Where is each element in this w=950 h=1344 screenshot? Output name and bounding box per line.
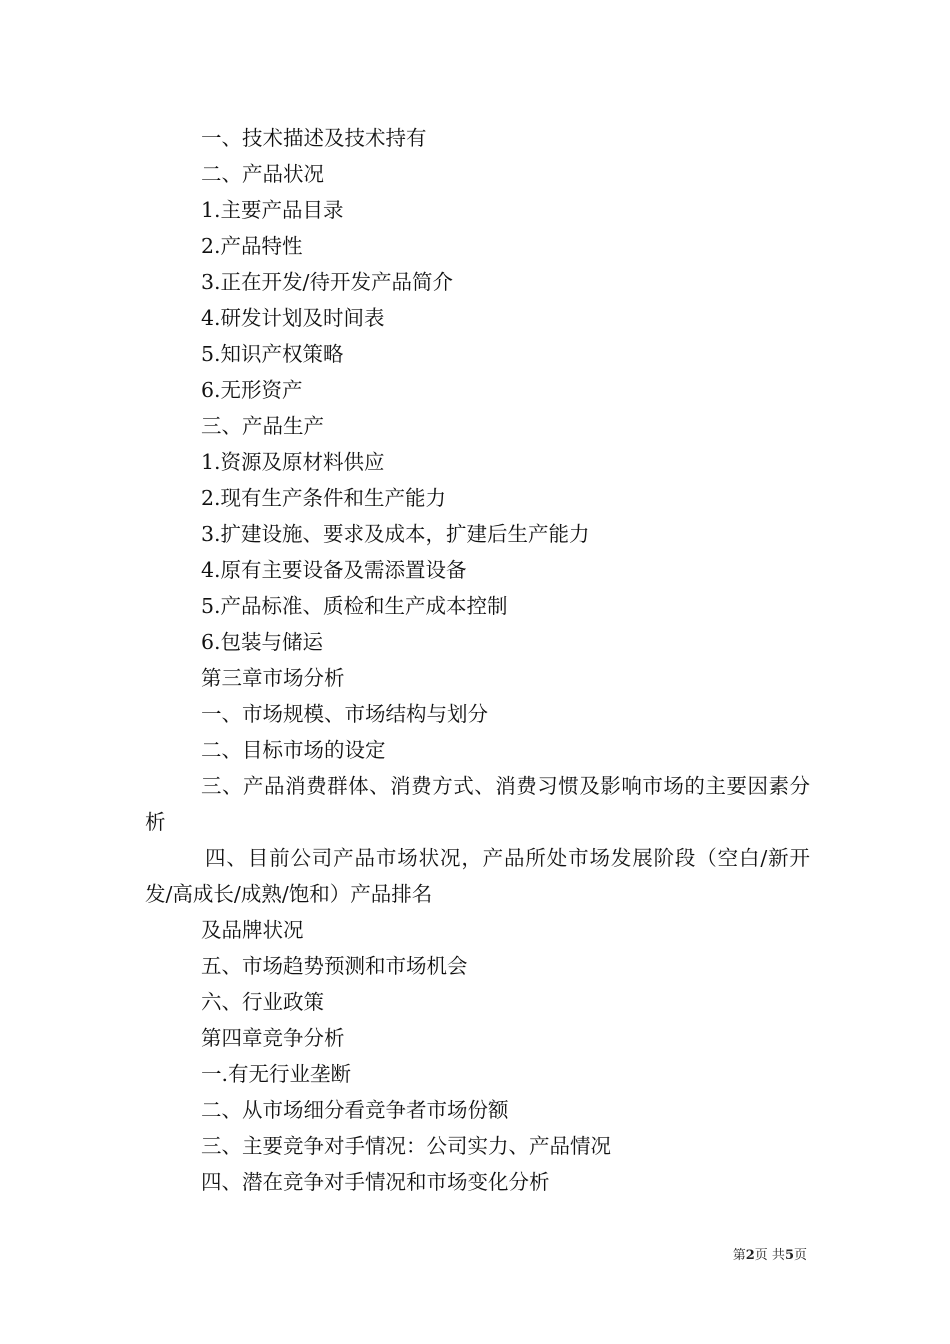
outline-line: 4.原有主要设备及需添置设备 xyxy=(201,558,467,582)
outline-line: 1.主要产品目录 xyxy=(201,198,344,222)
outline-line: 四、潜在竞争对手情况和市场变化分析 xyxy=(201,1170,550,1194)
outline-line: 1.资源及原材料供应 xyxy=(201,450,385,474)
outline-line: 一.有无行业垄断 xyxy=(201,1062,352,1086)
outline-line: 6.包装与储运 xyxy=(201,630,324,654)
paragraph-consumer-analysis: 三、产品消费群体、消费方式、消费习惯及影响市场的主要因素分析 xyxy=(145,774,810,834)
outline-line: 及品牌状况 xyxy=(201,918,304,942)
paragraph-market-status: 四、目前公司产品市场状况，产品所处市场发展阶段（空白/新开发/高成长/成熟/饱和）产品排名 xyxy=(145,846,810,906)
outline-line: 三、主要竞争对手情况：公司实力、产品情况 xyxy=(201,1134,611,1158)
chapter-heading: 第三章市场分析 xyxy=(201,666,345,690)
outline-line: 一、技术描述及技术持有 xyxy=(201,126,427,150)
outline-line: 2.产品特性 xyxy=(201,234,303,258)
outline-line: 二、目标市场的设定 xyxy=(201,738,386,762)
document-body xyxy=(145,120,810,1200)
footer-suffix: 页 xyxy=(793,1248,807,1263)
outline-line: 3.正在开发/待开发产品简介 xyxy=(201,270,453,294)
outline-line: 5.产品标准、质检和生产成本控制 xyxy=(201,594,508,618)
outline-line: 6.无形资产 xyxy=(201,378,303,402)
outline-line: 五、市场趋势预测和市场机会 xyxy=(201,954,468,978)
outline-line: 三、产品生产 xyxy=(201,414,324,438)
outline-line: 六、行业政策 xyxy=(201,990,324,1014)
page-number-footer xyxy=(733,1244,807,1263)
outline-line: 4.研发计划及时间表 xyxy=(201,306,385,330)
outline-line: 2.现有生产条件和生产能力 xyxy=(201,486,447,510)
footer-prefix: 第 xyxy=(732,1248,746,1263)
outline-line: 5.知识产权策略 xyxy=(201,342,344,366)
outline-line: 一、市场规模、市场结构与划分 xyxy=(201,702,488,726)
outline-line: 二、从市场细分看竞争者市场份额 xyxy=(201,1098,509,1122)
footer-total-pages: 5 xyxy=(784,1248,794,1263)
footer-middle: 页 共 xyxy=(754,1248,785,1263)
footer-page-number: 2 xyxy=(745,1248,755,1263)
outline-line: 3.扩建设施、要求及成本，扩建后生产能力 xyxy=(201,522,590,546)
outline-line: 二、产品状况 xyxy=(201,162,324,186)
chapter-heading: 第四章竞争分析 xyxy=(201,1026,345,1050)
